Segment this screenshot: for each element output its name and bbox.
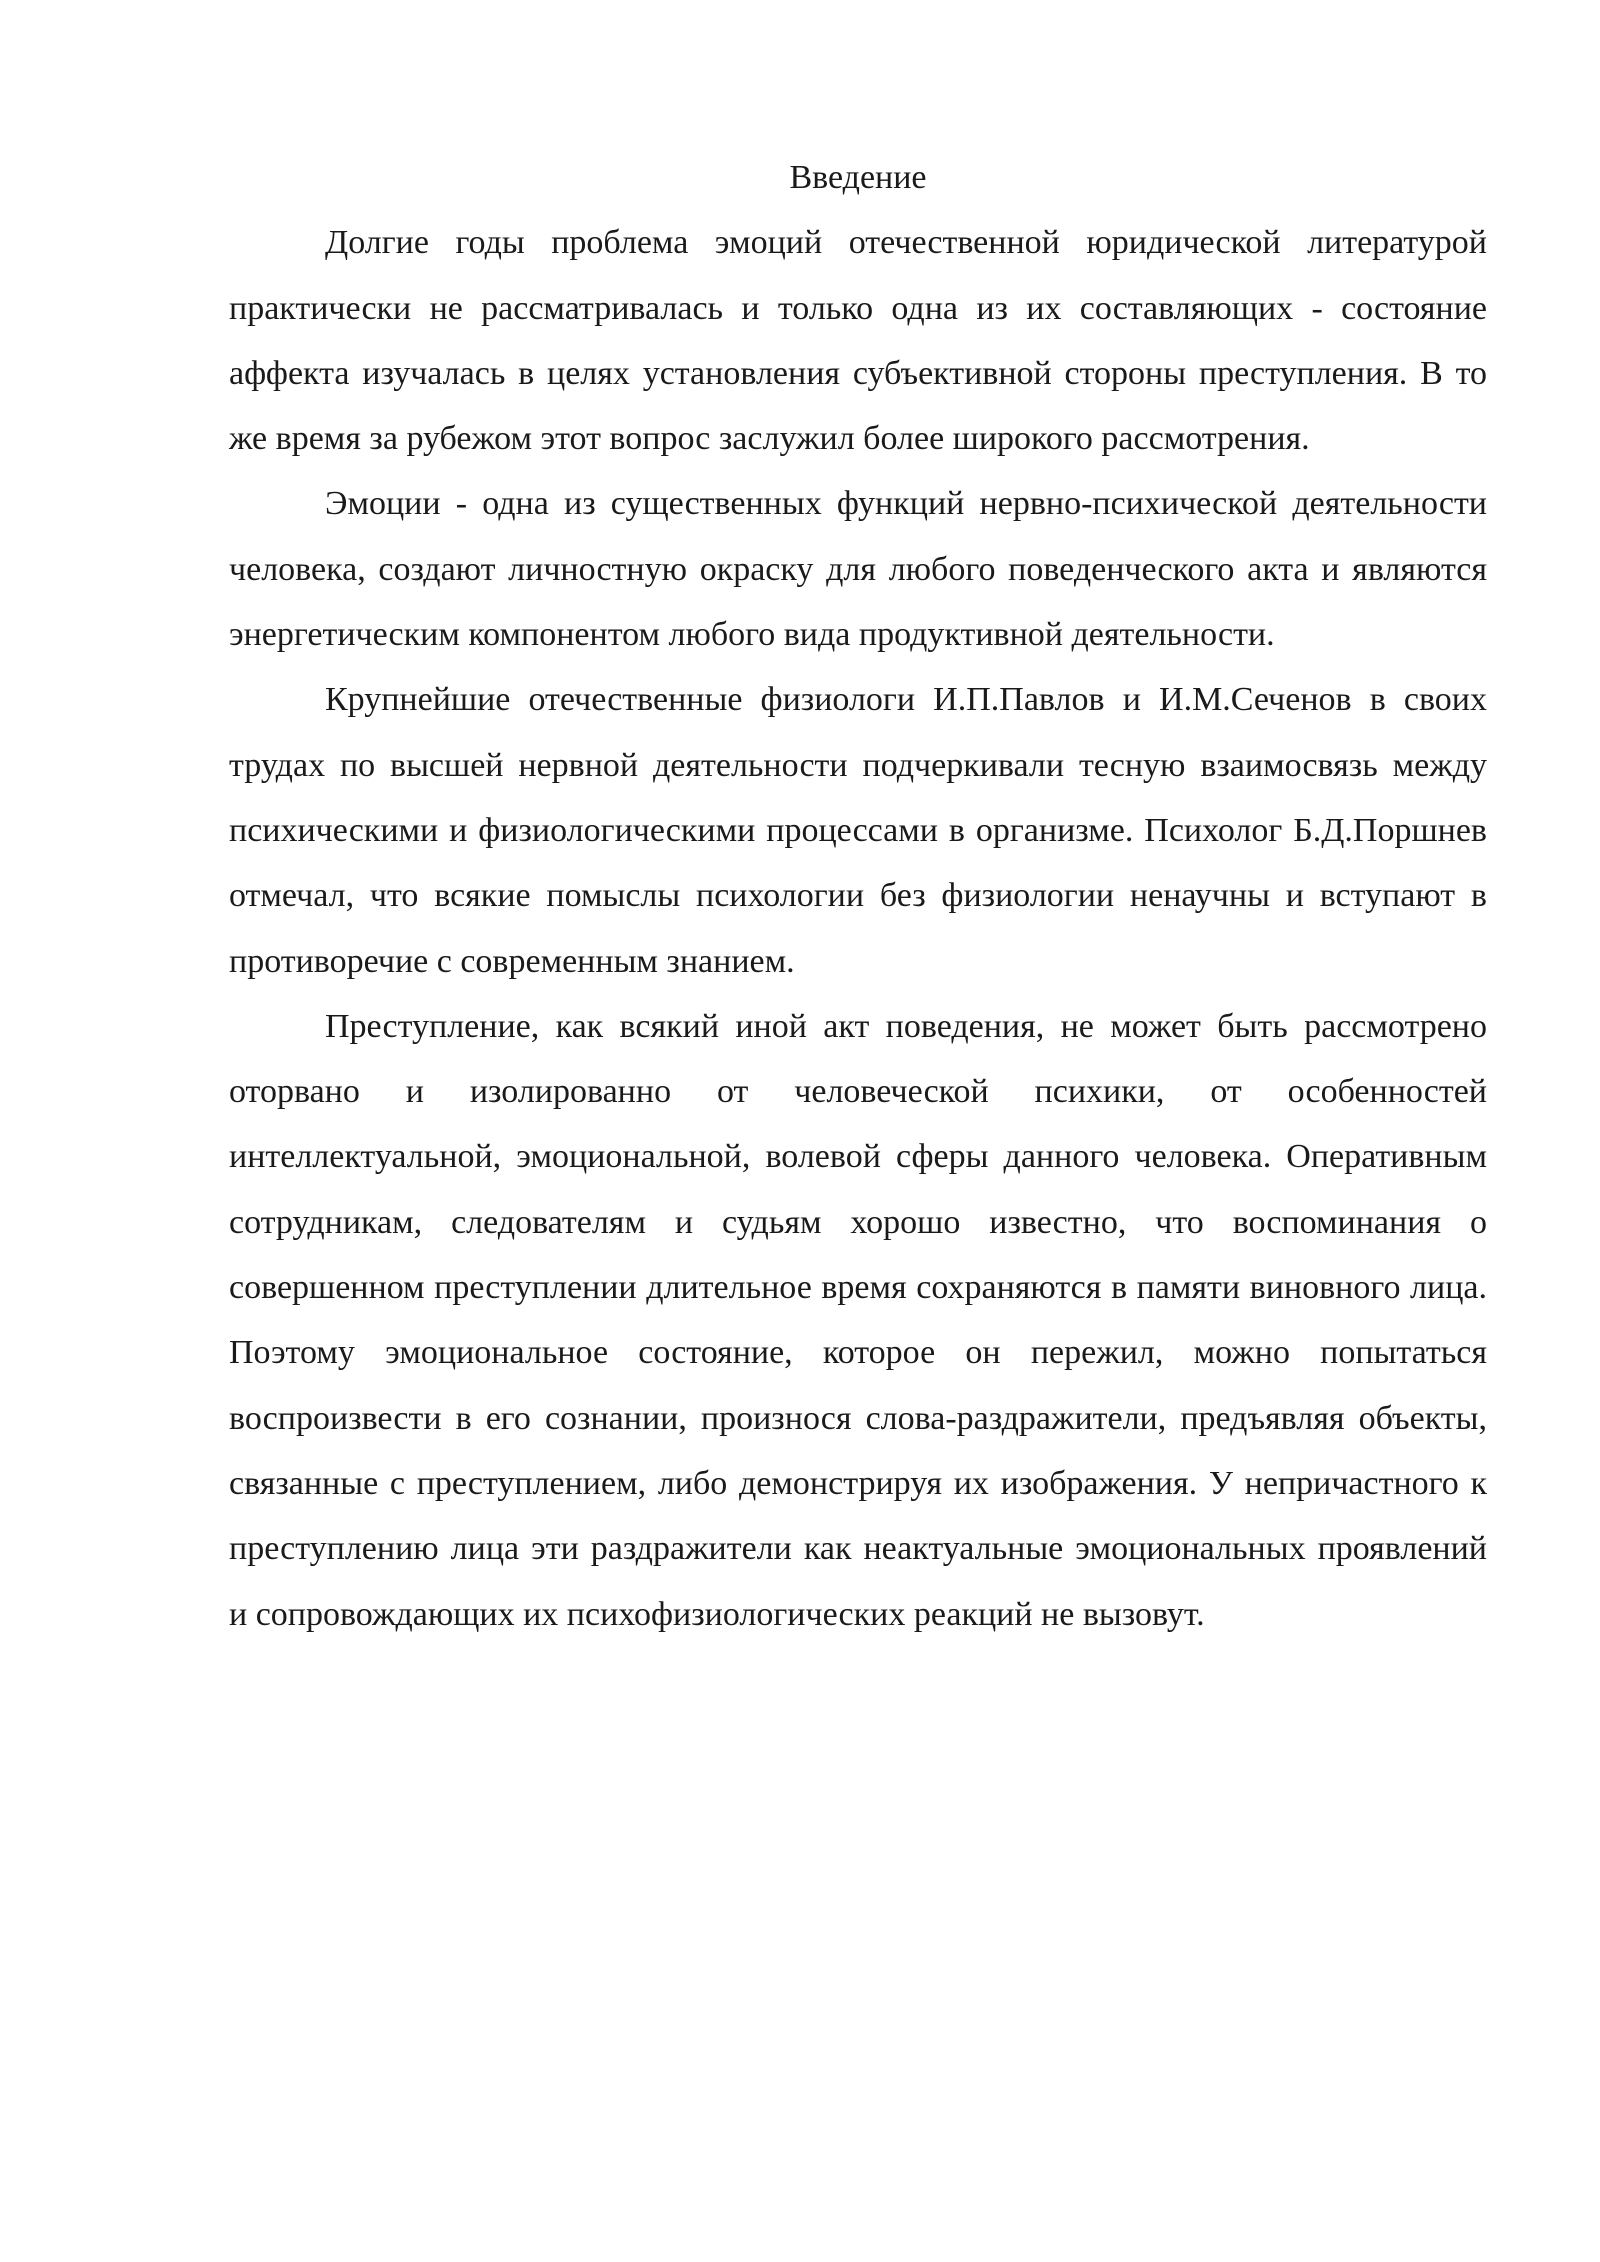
paragraph-4: Преступление, как всякий иной акт поведения, не может быть рассмотрено оторвано и изолированно от человеческой психики, от особенностей интеллектуальной, эмоциональной, волевой сферы данного человека. Оперативным сотрудникам, следователям и судьям хорошо известно, что воспоминания о совершенном преступлении длительное время сохраняются в памяти виновного лица. Поэтому эмоциональное состояние, которое он пережил, можно попытаться воспроизвести в его сознании, произнося слова-раздражители, предъявляя объекты, связанные с преступлением, либо демонстрируя их изображения. У непричастного к преступлению лица эти раздражители как неактуальные эмоциональных проявлений и сопровождающих их психофизиологических реакций не вызовут.: [229, 1007, 1487, 1633]
paragraph-1: Долгие годы проблема эмоций отечественной юридической литературой практически не рассматривалась и только одна из их составляющих - состояние аффекта изучалась в целях установления субъективной стороны преступления. В то же время за рубежом этот вопрос заслужил более широкого рассмотрения.: [229, 224, 1487, 458]
paragraph-2: Эмоции - одна из существенных функций нервно-психической деятельности человека, создают личностную окраску для любого поведенческого акта и являются энергетическим компонентом любого вида продуктивной деятельности.: [229, 485, 1487, 654]
paragraph-3: Крупнейшие отечественные физиологи И.П.Павлов и И.М.Сеченов в своих трудах по высшей нервной деятельности подчеркивали тесную взаимосвязь между психическими и физиологическими процессами в организме. Психолог Б.Д.Поршнев отмечал, что всякие помыслы психологии без физиологии ненаучны и вступают в противоречие с современным знанием.: [229, 681, 1487, 980]
document-title: Введение: [789, 159, 927, 196]
document-body: [229, 145, 1487, 1647]
